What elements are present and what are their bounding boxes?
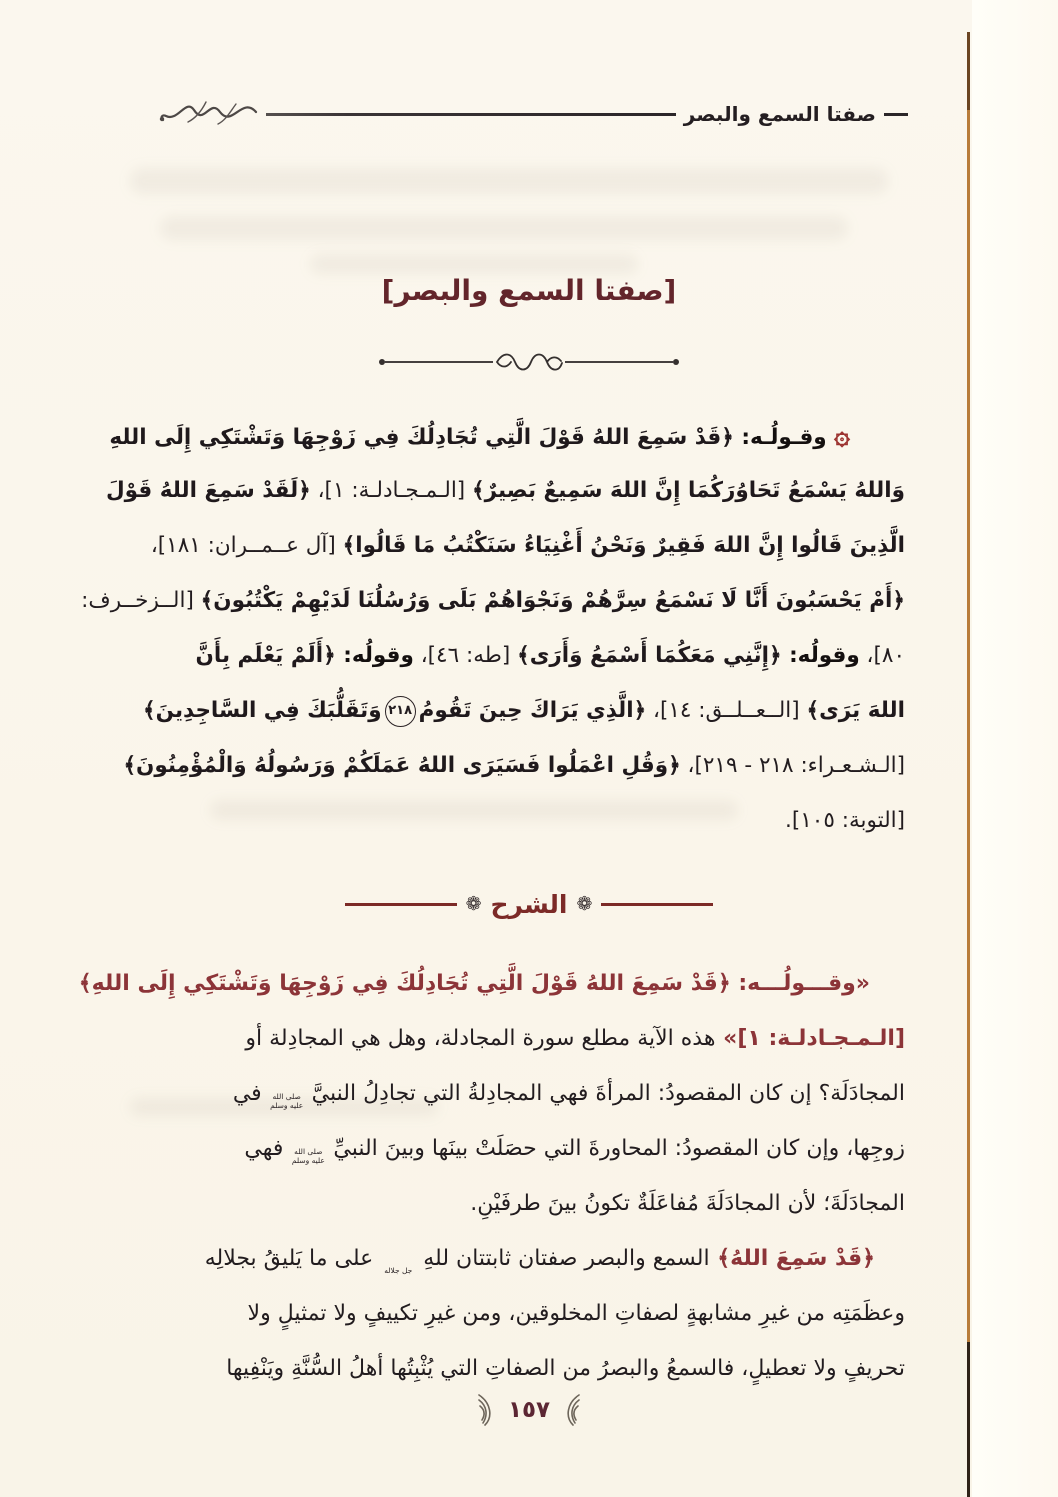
jalla-jalaluhu-ligature: جل جلاله [384,1266,413,1275]
text-segment: اللهَ يَرَى﴾ [806,698,905,723]
commentary-heading: الشرح [490,890,568,919]
text-segment: ﴿أَلَمْ يَعْلَم بِأَنَّ [195,643,336,668]
header-rule-stub [884,113,908,116]
commentary-section-header [0,890,1058,919]
divider-line [385,361,493,363]
commentary-paragraph [78,956,905,1231]
text-segment: المجادَلَة؟ إن كان المقصودُ: المرأةَ فهي المجادِلةُ التي تجادِلُ النبيَّ [304,1081,905,1106]
paragraph-start-ornament: ۞ [834,420,850,451]
text-segment: «وقـــولُـــه: ﴿قَدْ سَمِعَ اللهُ قَوْلَ الَّتِي تُجَادِلُكَ فِي زَوْجِهَا وَتَشْتَكِي إِلَى اللهِ﴾ [78,971,870,996]
header-flourish-ornament [156,92,260,136]
text-segment: [طه: ٤٦]، [413,643,518,668]
text-segment: تحريفٍ ولا تعطيلٍ، فالسمعُ والبصرُ من الصفاتِ التي يُثْبِتُها أهلُ السُّنَّةِ ويَنْفِيها [226,1356,905,1381]
text-line [86,683,905,738]
text-line [86,1341,905,1396]
commentary-paragraph [86,1231,905,1396]
divider-dot [673,359,679,365]
flower-ornament-icon: ❁ [576,893,593,915]
text-segment: وعظَمَتِه من غيرِ مشابهةٍ لصفاتِ المخلوقين، ومن غيرِ تكييفٍ ولا تمثيلٍ ولا [247,1301,905,1326]
header-rule [266,113,676,116]
bleed-through-artifact [310,254,638,274]
page-footer [0,1392,1058,1428]
text-line [86,1066,905,1121]
flower-ornament-icon: ❁ [465,893,482,915]
section-header-rule [345,903,457,905]
text-segment: فهي [244,1136,291,1161]
page-edge-paper [972,0,1058,1497]
text-segment: ﴿قَدْ سَمِعَ اللهُ قَوْلَ الَّتِي تُجَادِلُكَ فِي زَوْجِهَا وَتَشْتَكِي إِلَى اللهِ [109,425,734,450]
text-segment: على ما يَليقُ بجلالِه [204,1246,381,1271]
text-segment: [آل عــمــران: ١٨١]، [150,533,343,558]
text-segment: [الــزخــرف: [81,588,201,613]
bleed-through-artifact [130,168,888,194]
text-line [86,1011,905,1066]
text-segment: وقولُه: [781,643,860,668]
commentary-text [78,956,905,1396]
page-number-wing-ornament [475,1392,499,1428]
text-segment: وقـولُـه: [733,425,835,450]
chapter-title: [صفتا السمع والبصر] [381,274,677,307]
text-segment: ﴿وَقُلِ اعْمَلُوا فَسَيَرَى اللهُ عَمَلَكُمْ وَرَسُولُهُ وَالْمُؤْمِنُونَ﴾ [123,753,681,778]
text-line [86,1286,905,1341]
text-segment: في [232,1081,269,1106]
salla-allahu-alayhi-wasallam-ligature: صلى الله عليه وسلم [270,1092,304,1110]
text-segment: زوجِها، وإن كان المقصودُ: المحاورةَ التي حصَلَتْ بينَها وبينَ النبيِّ [326,1136,905,1161]
text-segment: وَاللهُ يَسْمَعُ تَحَاوُرَكُمَا إِنَّ اللهَ سَمِيعٌ بَصِيرٌ﴾ [472,478,905,503]
text-line [86,408,905,463]
text-segment: [الـمـجـادلـة: ١]، [310,478,473,503]
section-header-rule [601,903,713,905]
text-segment: ﴿أَمْ يَحْسَبُونَ أَنَّا لَا نَسْمَعُ سِرَّهُمْ وَنَجْوَاهُمْ بَلَى وَرُسُلُنَا لَدَيْهِمْ يَكْتُبُونَ﴾ [200,588,905,613]
text-segment: ﴿الَّذِي يَرَاكَ حِينَ تَقُومُ [418,698,647,723]
text-segment: [الـشـعـراء: ٢١٨ - ٢١٩]، [680,753,905,778]
text-segment: السمع والبصر صفتان ثابتتان للهِ [416,1246,710,1271]
text-line [86,793,905,848]
text-line [86,1121,905,1176]
divider-dot [379,359,385,365]
divider-line [565,361,673,363]
text-line [86,1231,905,1286]
text-segment: وقولُه: [335,643,414,668]
text-segment: هذه الآية مطلع سورة المجادلة، وهل هي المجادِلة أو [245,1026,716,1051]
title-divider-ornament [0,350,1058,374]
text-segment: [التوبة: ١٠٥]. [785,808,905,833]
text-line [86,463,905,518]
page-number: ١٥٧ [507,1397,551,1423]
ayah-number-badge: ٢١٨ [385,696,416,727]
text-segment: [الــعــلــق: ١٤]، [646,698,807,723]
bleed-through-artifact [160,216,848,240]
quran-citations-paragraph [81,408,905,848]
page-edge-line-top [967,32,970,110]
text-line [86,518,905,573]
page-number-wing-ornament [559,1392,583,1428]
text-segment: ٨٠]، [859,643,905,668]
text-line [86,628,905,683]
text-line [86,738,905,793]
text-line [86,1176,905,1231]
text-segment: [الـمـجـادلـة: ١]» [715,1026,905,1051]
text-line [81,573,905,628]
text-segment: الَّذِينَ قَالُوا إِنَّ اللهَ فَقِيرٌ وَنَحْنُ أَغْنِيَاءُ سَنَكْتُبُ مَا قَالُوا﴾ [342,533,905,558]
text-line [78,956,905,1011]
text-segment: ﴿إِنَّنِي مَعَكُمَا أَسْمَعُ وَأَرَى﴾ [517,643,782,668]
text-segment: وَتَقَلُّبَكَ فِي السَّاجِدِينَ﴾ [143,698,382,723]
running-header-title: صفتا السمع والبصر [683,102,876,126]
running-header [156,94,908,134]
salla-allahu-alayhi-wasallam-ligature: صلى الله عليه وسلم [291,1147,325,1165]
text-segment: المجادَلَةَ؛ لأن المجادَلَةَ مُفاعَلَةٌ تكونُ بينَ طرفَيْنِ. [470,1191,905,1216]
text-segment: ﴿قَدْ سَمِعَ اللهُ﴾ [709,1246,875,1271]
divider-knot-ornament [493,350,565,374]
text-segment: ﴿لَقَدْ سَمِعَ اللهُ قَوْلَ [106,478,311,503]
